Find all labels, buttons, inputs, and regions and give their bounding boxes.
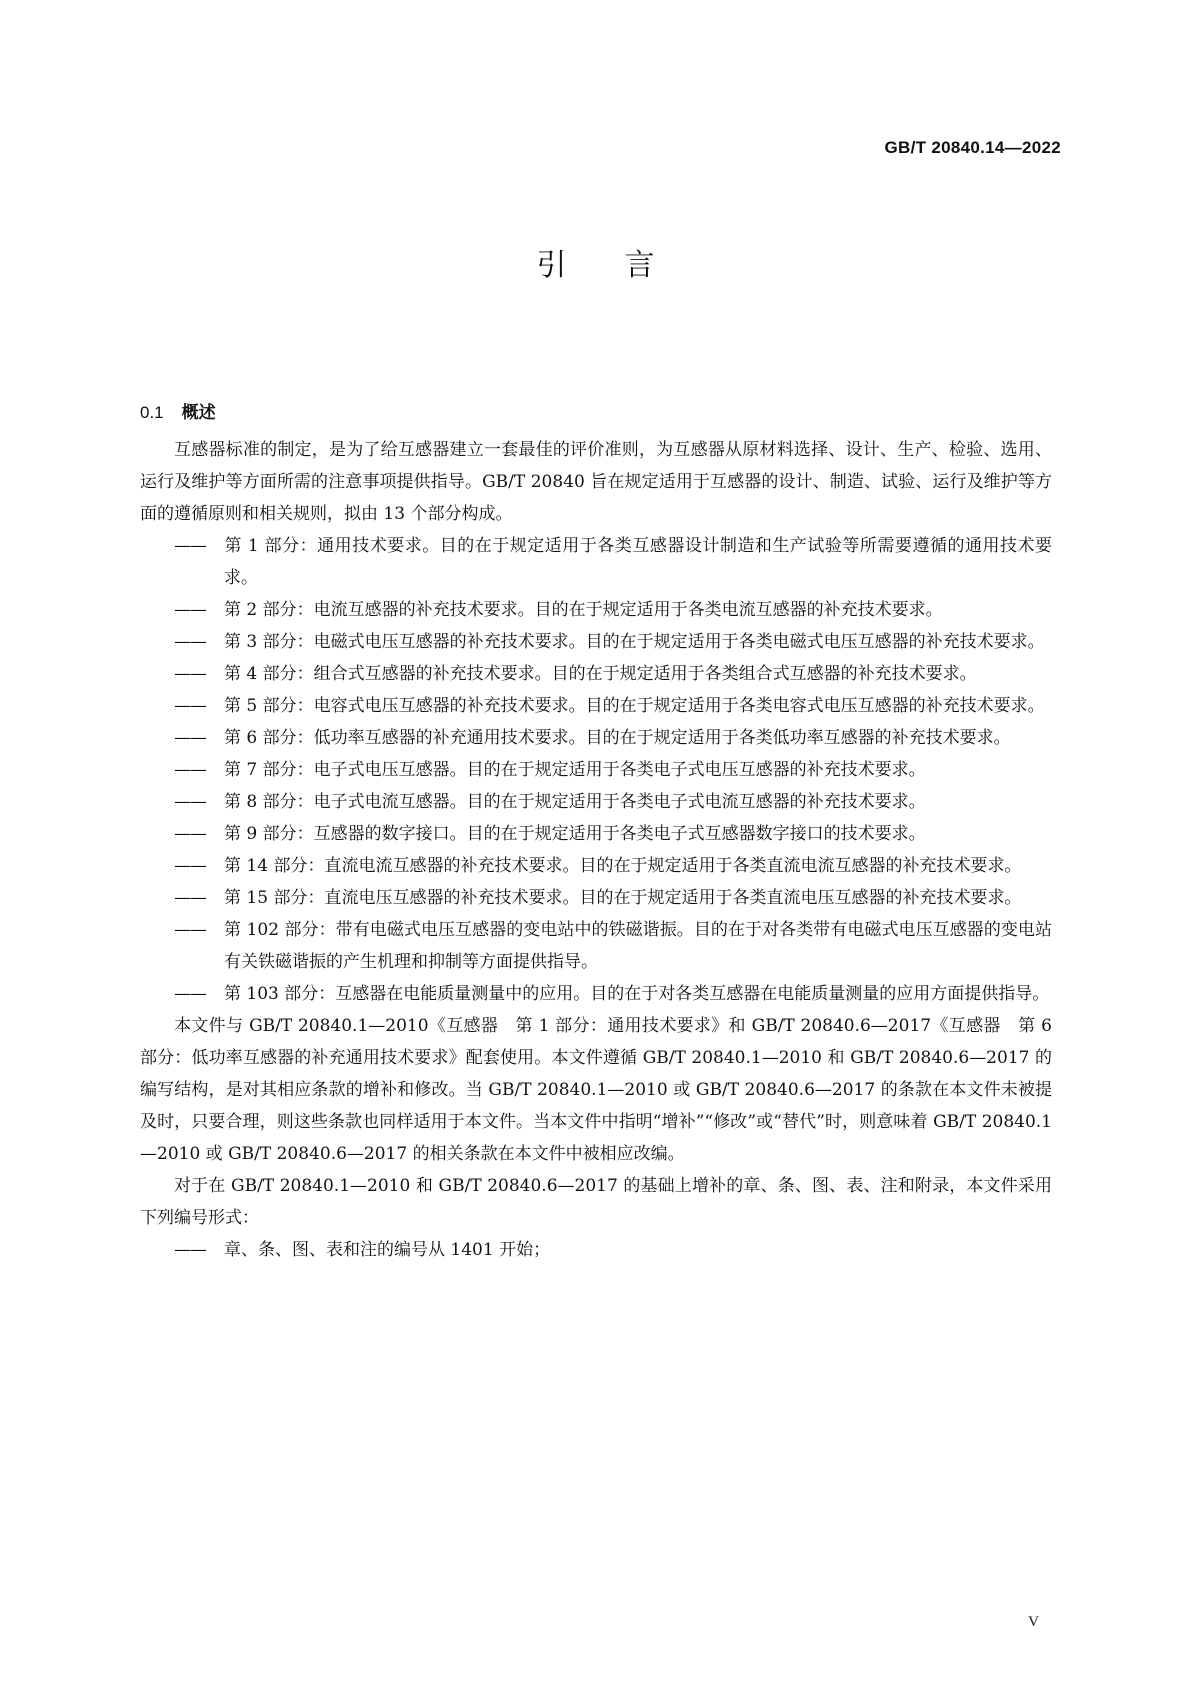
list-item-text: 第 7 部分：电子式电压互感器。目的在于规定适用于各类电子式电压互感器的补充技术要求。 — [224, 760, 926, 780]
intro-paragraph: 互感器标准的制定，是为了给互感器建立一套最佳的评价准则，为互感器从原材料选择、设计、生产、检验、选用、运行及维护等方面所需的注意事项提供指导。GB/T 20840 旨在规定适用于互感器的设计、制造、试验、运行及维护等方面的遵循原则和相关规则，拟由 13 个部分构成。 — [140, 440, 1052, 524]
list-item — [140, 722, 1052, 754]
list-item-text: 章、条、图、表和注的编号从 1401 开始； — [224, 1240, 551, 1260]
list-item — [140, 978, 1052, 1010]
list-dash: —— — [174, 600, 206, 620]
list-item — [140, 754, 1052, 786]
numbering-paragraph: 对于在 GB/T 20840.1—2010 和 GB/T 20840.6—2017 的基础上增补的章、条、图、表、注和附录，本文件采用下列编号形式： — [140, 1176, 1052, 1228]
list-item — [140, 850, 1052, 882]
list-dash: —— — [174, 632, 206, 652]
list-dash: —— — [174, 888, 206, 908]
list-dash: —— — [174, 664, 206, 684]
list-item — [140, 882, 1052, 914]
list-dash: —— — [174, 760, 206, 780]
document-body — [140, 434, 1052, 1266]
list-dash: —— — [174, 984, 206, 1004]
list-item-text: 第 4 部分：组合式互感器的补充技术要求。目的在于规定适用于各类组合式互感器的补充技术要求。 — [224, 664, 977, 684]
relation-paragraph: 本文件与 GB/T 20840.1—2010《互感器 第 1 部分：通用技术要求》和 GB/T 20840.6—2017《互感器 第 6 部分：低功率互感器的补充通用技术要求》配套使用。本文件遵循 GB/T 20840.1—2010 和 GB/T 20840.6—2017 的编写结构，是对其相应条款的增补和修改。当 GB/T 20840.1—2010 或 GB/T 20840.6—2017 的条款在本文件未被提及时，只要合理，则这些条款也同样适用于本文件。当本文件中指明“增补”“修改”或“替代”时，则意味着 GB/T 20840.1—2010 或 GB/T 20840.6—2017 的相关条款在本文件中被相应改编。 — [140, 1016, 1052, 1164]
list-item-text: 第 15 部分：直流电压互感器的补充技术要求。目的在于规定适用于各类直流电压互感器的补充技术要求。 — [224, 888, 1022, 908]
list-item-text: 第 5 部分：电容式电压互感器的补充技术要求。目的在于规定适用于各类电容式电压互感器的补充技术要求。 — [224, 696, 1045, 716]
list-item — [140, 914, 1052, 978]
list-dash: —— — [174, 1240, 206, 1260]
list-item-text: 第 14 部分：直流电流互感器的补充技术要求。目的在于规定适用于各类直流电流互感器的补充技术要求。 — [224, 856, 1022, 876]
list-item — [140, 1234, 1052, 1266]
list-item-text: 第 8 部分：电子式电流互感器。目的在于规定适用于各类电子式电流互感器的补充技术要求。 — [224, 792, 926, 812]
list-item — [140, 818, 1052, 850]
list-item-text: 第 1 部分：通用技术要求。目的在于规定适用于各类互感器设计制造和生产试验等所需要遵循的通用技术要求。 — [224, 536, 1052, 588]
document-number: GB/T 20840.14—2022 — [884, 138, 1061, 157]
section-title: 概述 — [181, 403, 216, 423]
list-item-text: 第 3 部分：电磁式电压互感器的补充技术要求。目的在于规定适用于各类电磁式电压互感器的补充技术要求。 — [224, 632, 1045, 652]
list-dash: —— — [174, 696, 206, 716]
list-dash: —— — [174, 792, 206, 812]
list-item-text: 第 102 部分：带有电磁式电压互感器的变电站中的铁磁谐振。目的在于对各类带有电磁式电压互感器的变电站有关铁磁谐振的产生机理和抑制等方面提供指导。 — [224, 920, 1052, 972]
list-item — [140, 690, 1052, 722]
list-item — [140, 626, 1052, 658]
list-item — [140, 594, 1052, 626]
list-item — [140, 658, 1052, 690]
list-dash: —— — [174, 920, 206, 940]
page-title: 引言 — [536, 248, 713, 283]
list-dash: —— — [174, 856, 206, 876]
list-dash: —— — [174, 824, 206, 844]
list-item-text: 第 9 部分：互感器的数字接口。目的在于规定适用于各类电子式互感器数字接口的技术要求。 — [224, 824, 926, 844]
list-dash: —— — [174, 728, 206, 748]
list-item-text: 第 2 部分：电流互感器的补充技术要求。目的在于规定适用于各类电流互感器的补充技术要求。 — [224, 600, 943, 620]
list-dash: —— — [174, 536, 206, 556]
page-number: V — [1028, 1614, 1039, 1630]
list-item — [140, 786, 1052, 818]
parts-list — [140, 530, 1052, 1010]
list-item-text: 第 103 部分：互感器在电能质量测量中的应用。目的在于对各类互感器在电能质量测量的应用方面提供指导。 — [224, 984, 1050, 1004]
list-item-text: 第 6 部分：低功率互感器的补充通用技术要求。目的在于规定适用于各类低功率互感器的补充技术要求。 — [224, 728, 1011, 748]
section-number: 0.1 — [140, 403, 164, 422]
numbering-list — [140, 1234, 1052, 1266]
list-item — [140, 530, 1052, 594]
section-heading — [140, 398, 216, 423]
